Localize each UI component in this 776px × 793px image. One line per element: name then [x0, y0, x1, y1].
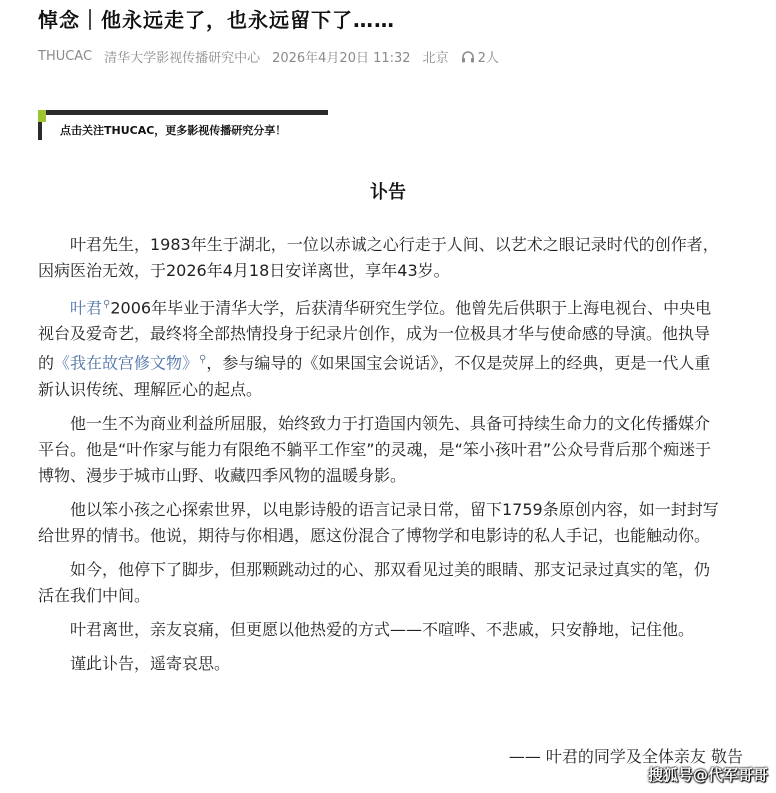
paragraph-2 [38, 292, 720, 403]
watermark: 搜狐号@代军哥哥 [647, 766, 768, 784]
paragraph-7: 谨此讣告，遥寄哀思。 [70, 653, 231, 673]
banner-accent [38, 110, 46, 122]
follow-banner[interactable] [38, 110, 328, 140]
publish-location: 北京 [422, 51, 449, 66]
paragraph-6: 叶君离世，亲友哀痛，但更愿以他热爱的方式——不喧哗、不悲戚，只安静地，记住他。 [70, 619, 695, 639]
paragraph-2-text-a: 2006年毕业于清华大学，后获清华研究生学位。他曾先后供职于上海电视台、中央电视台及爱奇艺，最终将全部热情投身于纪录片创作，成为一位极具才华与使命感的导演。他执导的 [38, 298, 712, 373]
search-icon[interactable]: ⚲ [103, 299, 111, 310]
obituary-heading: 讣告 [370, 182, 406, 203]
paragraph-1: 叶君先生，1983年生于湖北，一位以赤诚之心行走于人间、以艺术之眼记录时代的创作者，因病医治无效，于2026年4月18日安详离世，享年43岁。 [38, 235, 719, 280]
headphones-icon[interactable] [461, 50, 475, 63]
listener-count: 2人 [477, 51, 499, 66]
article-title: 悼念｜他永远走了，也永远留下了…… [38, 8, 395, 32]
search-icon[interactable]: ⚲ [199, 354, 207, 366]
banner-top-bar [46, 110, 328, 115]
paragraph-2-text-b: ，参与编导的《如果国宝会说话》，不仅是荧屏上的经典，更是一代人重新认识传统、理解匠心的起点。 [38, 353, 711, 399]
banner-text: 点击关注THUCAC，更多影视传播研究分享！ [60, 124, 287, 137]
paragraph-4: 他以笨小孩之心探索世界，以电影诗般的语言记录日常，留下1759条原创内容，如一封封写给世界的情书。他说，期待与你相遇，愿这份混合了博物学和电影诗的私人手记，也能触动你。 [38, 499, 719, 545]
article-meta [38, 47, 499, 66]
paragraph-5: 如今，他停下了脚步，但那颗跳动过的心、那双看见过美的眼睛、那支记录过真实的笔，仍活在我们中间。 [38, 559, 711, 605]
paragraph-3: 他一生不为商业利益所屈服，始终致力于打造国内领先、具备可持续生命力的文化传播媒介平台。他是“叶作家与能力有限绝不躺平工作室”的灵魂，是“笨小孩叶君”公众号背后那个痴迷于博物、漫步于城市山野、收藏四季风物的温暖身影。 [38, 413, 712, 485]
person-link[interactable]: 叶君 [70, 298, 103, 318]
signature: —— 叶君的同学及全体亲友 敬告 [508, 747, 743, 766]
banner-side-bar [38, 122, 42, 140]
account-name[interactable]: THUCAC [38, 49, 93, 64]
source-name[interactable]: 清华大学影视传播研究中心 [104, 51, 261, 66]
publish-datetime: 2026年4月20日 11:32 [272, 51, 411, 66]
article-body [38, 232, 720, 685]
documentary-link[interactable]: 《我在故宫修文物》 [54, 353, 199, 373]
